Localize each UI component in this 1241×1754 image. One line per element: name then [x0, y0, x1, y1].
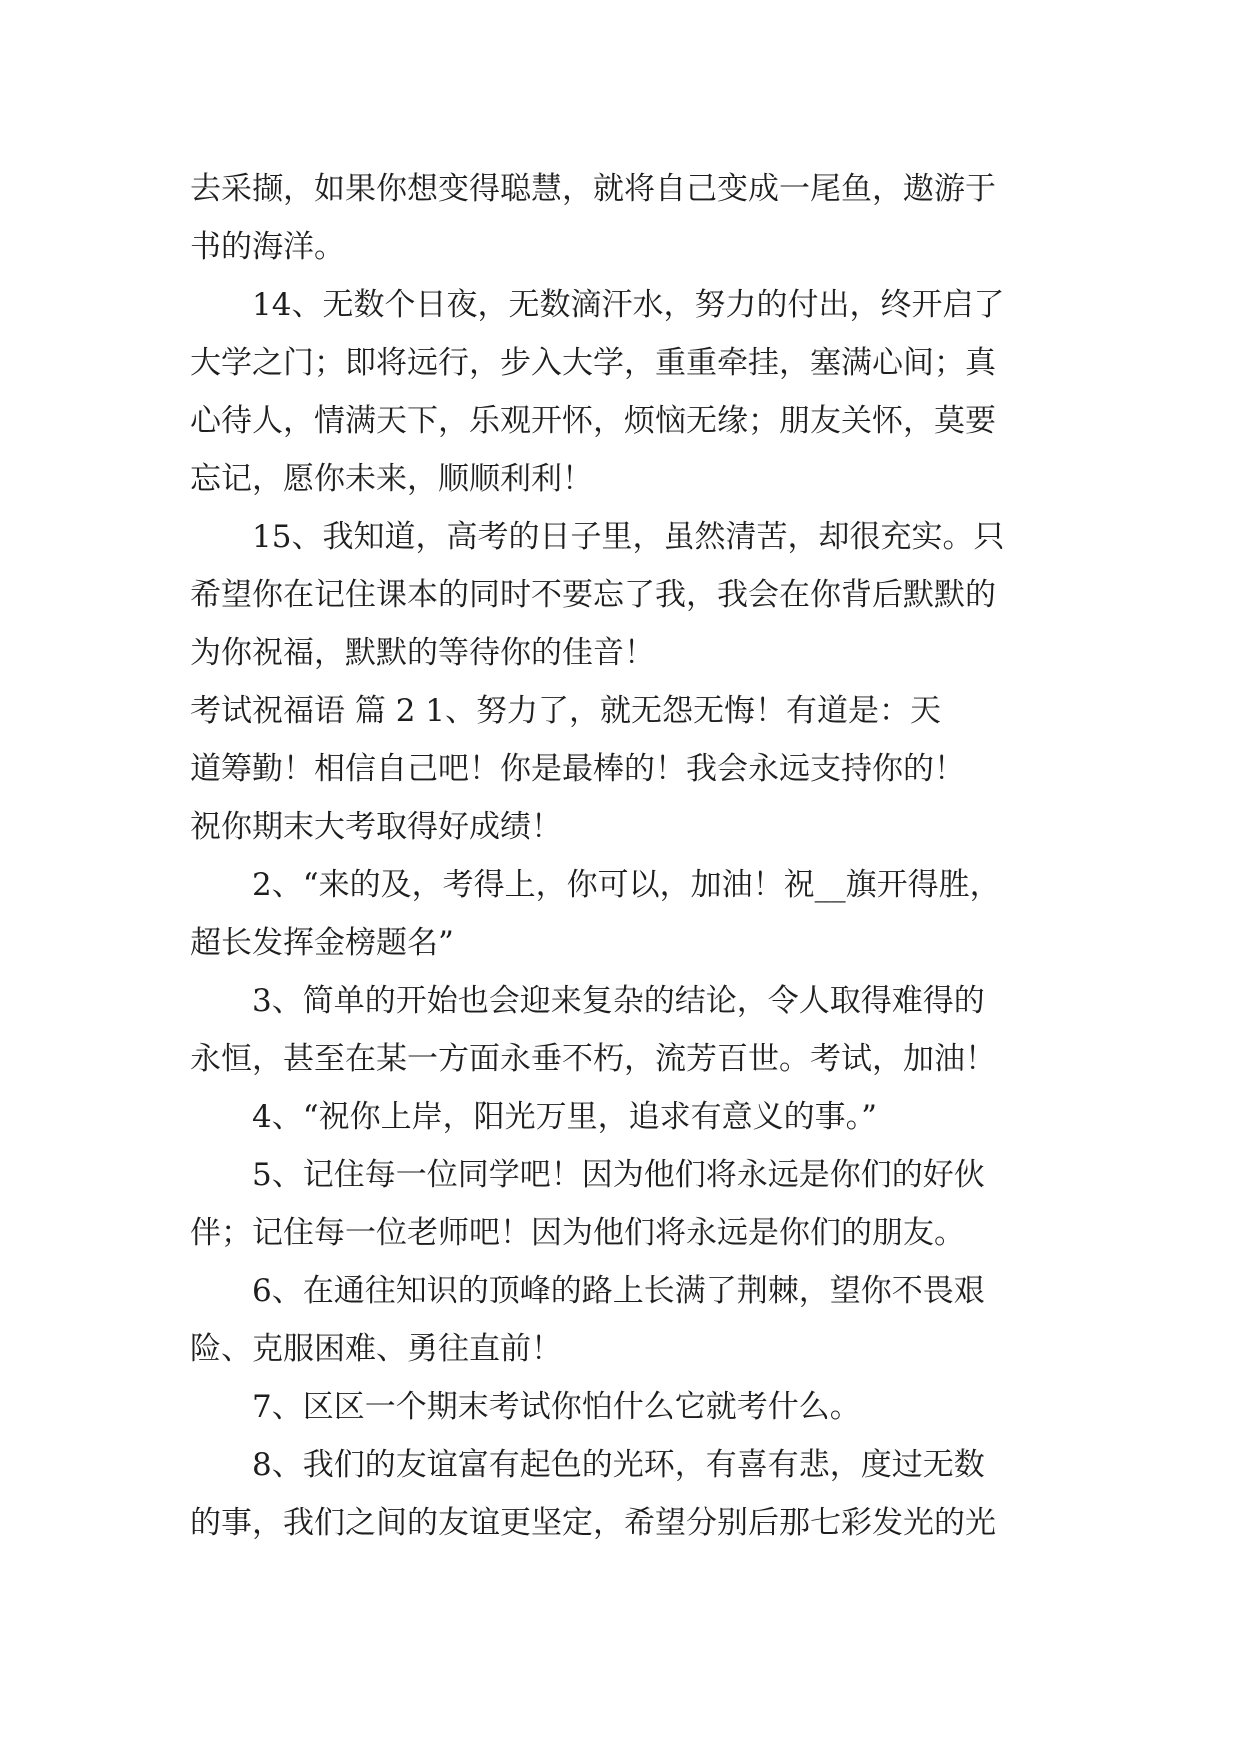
text-line: 为你祝福，默默的等待你的佳音！ — [190, 635, 655, 671]
text-line: 书的海洋。 — [190, 229, 345, 265]
text-line: 大学之门；即将远行，步入大学，重重牵挂，塞满心间；真 — [190, 345, 996, 381]
text-line: 4、“祝你上岸，阳光万里，追求有意义的事。” — [252, 1099, 877, 1135]
text-line: 2、“来的及，考得上，你可以，加油！祝__旗开得胜， — [252, 867, 1001, 903]
text-line: 伴；记住每一位老师吧！因为他们将永远是你们的朋友。 — [190, 1215, 965, 1251]
section-heading-line: 考试祝福语 篇 2 1、努力了，就无怨无悔！有道是：天 — [190, 693, 942, 729]
text-line: 永恒，甚至在某一方面永垂不朽，流芳百世。考试，加油！ — [190, 1041, 996, 1077]
text-line: 祝你期末大考取得好成绩！ — [190, 809, 562, 845]
text-line: 5、记住每一位同学吧！因为他们将永远是你们的好伙 — [252, 1157, 985, 1193]
text-line: 心待人，情满天下，乐观开怀，烦恼无缘；朋友关怀，莫要 — [190, 403, 996, 439]
text-line: 去采撷，如果你想变得聪慧，就将自己变成一尾鱼，遨游于 — [190, 171, 996, 207]
text-line: 的事，我们之间的友谊更坚定，希望分别后那七彩发光的光 — [190, 1505, 996, 1541]
text-line: 险、克服困难、勇往直前！ — [190, 1331, 562, 1367]
text-line: 8、我们的友谊富有起色的光环，有喜有悲，度过无数 — [252, 1447, 985, 1483]
text-line: 希望你在记住课本的同时不要忘了我，我会在你背后默默的 — [190, 577, 996, 613]
document-body — [190, 160, 1060, 1552]
text-line: 3、简单的开始也会迎来复杂的结论，令人取得难得的 — [252, 983, 985, 1019]
text-line: 超长发挥金榜题名” — [190, 925, 454, 961]
text-line: 道筹勤！相信自己吧！你是最棒的！我会永远支持你的！ — [190, 751, 965, 787]
text-line: 忘记，愿你未来，顺顺利利！ — [190, 461, 593, 497]
text-line: 15、我知道，高考的日子里，虽然清苦，却很充实。只 — [252, 519, 1005, 555]
text-line: 7、区区一个期末考试你怕什么它就考什么。 — [252, 1389, 861, 1425]
text-line: 14、无数个日夜，无数滴汗水，努力的付出，终开启了 — [252, 287, 1005, 323]
text-line: 6、在通往知识的顶峰的路上长满了荆棘，望你不畏艰 — [252, 1273, 985, 1309]
